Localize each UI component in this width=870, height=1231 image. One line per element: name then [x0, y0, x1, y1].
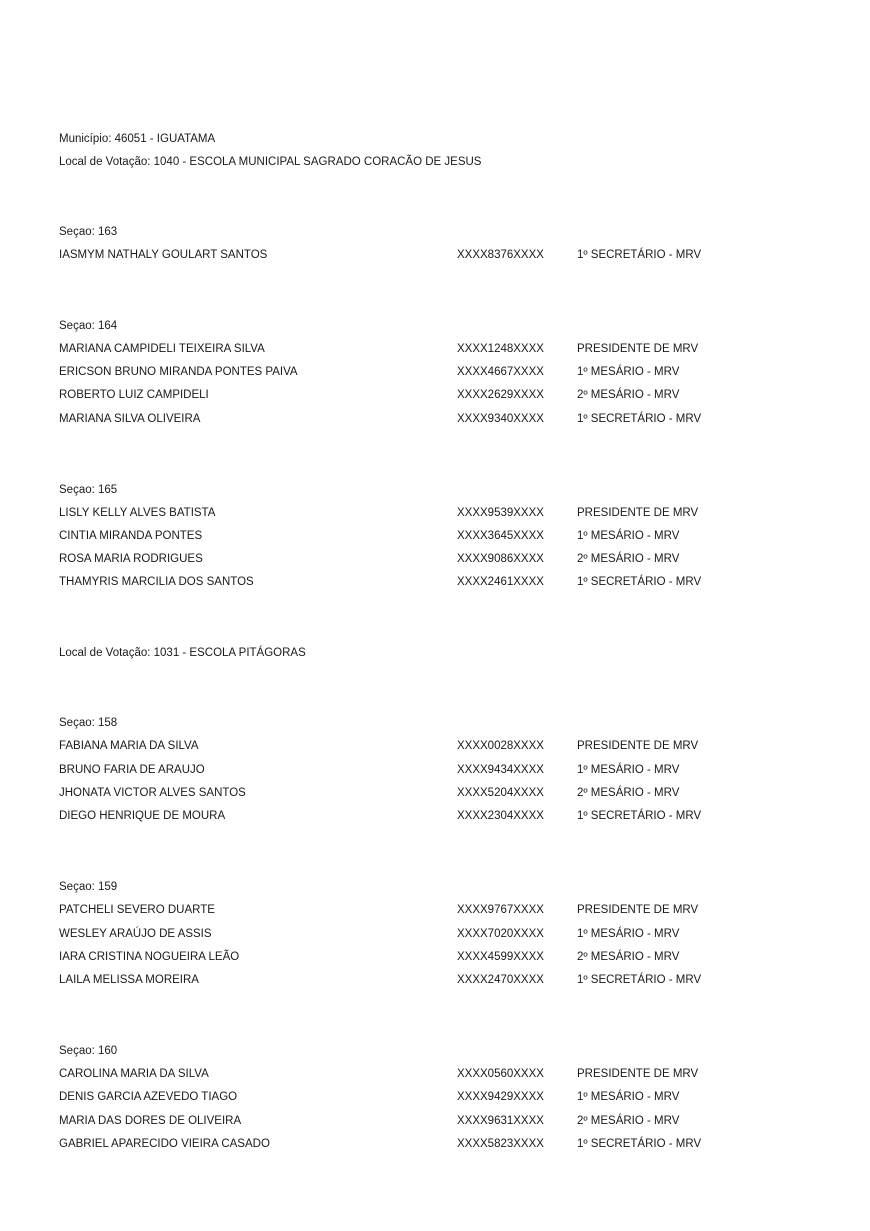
secao-heading: Seçao: 163 — [59, 226, 118, 238]
masked-document: XXXX9086XXXX — [457, 553, 544, 565]
table-row — [59, 738, 779, 754]
table-row — [59, 551, 779, 567]
municipio-heading: Município: 46051 - IGUATAMA — [59, 133, 216, 145]
masked-document: XXXX9434XXXX — [457, 764, 544, 776]
role-label: 2º MESÁRIO - MRV — [577, 787, 680, 799]
table-row — [59, 341, 779, 357]
masked-document: XXXX2461XXXX — [457, 576, 544, 588]
role-label: PRESIDENTE DE MRV — [577, 507, 699, 519]
person-name: BRUNO FARIA DE ARAUJO — [59, 764, 205, 776]
local-heading: Local de Votação: 1040 - ESCOLA MUNICIPAL SAGRADO CORACÃO DE JESUS — [59, 156, 482, 168]
person-name: THAMYRIS MARCILIA DOS SANTOS — [59, 576, 254, 588]
role-label: 1º MESÁRIO - MRV — [577, 764, 680, 776]
person-name: LAILA MELISSA MOREIRA — [59, 974, 199, 986]
secao-heading: Seçao: 160 — [59, 1045, 118, 1057]
masked-document: XXXX3645XXXX — [457, 530, 544, 542]
role-label: 1º SECRETÁRIO - MRV — [577, 576, 702, 588]
secao-heading: Seçao: 165 — [59, 484, 118, 496]
role-label: 1º MESÁRIO - MRV — [577, 530, 680, 542]
person-name: MARIA DAS DORES DE OLIVEIRA — [59, 1115, 242, 1127]
masked-document: XXXX0560XXXX — [457, 1068, 544, 1080]
person-name: ROBERTO LUIZ CAMPIDELI — [59, 389, 209, 401]
masked-document: XXXX2629XXXX — [457, 389, 544, 401]
masked-document: XXXX9631XXXX — [457, 1115, 544, 1127]
role-label: 1º SECRETÁRIO - MRV — [577, 249, 702, 261]
person-name: IARA CRISTINA NOGUEIRA LEÃO — [59, 951, 240, 963]
role-label: 2º MESÁRIO - MRV — [577, 389, 680, 401]
masked-document: XXXX8376XXXX — [457, 249, 544, 261]
table-row — [59, 387, 779, 403]
person-name: WESLEY ARAÚJO DE ASSIS — [59, 928, 212, 940]
role-label: PRESIDENTE DE MRV — [577, 740, 699, 752]
table-row — [59, 808, 779, 824]
masked-document: XXXX2304XXXX — [457, 810, 544, 822]
person-name: CINTIA MIRANDA PONTES — [59, 530, 203, 542]
person-name: IASMYM NATHALY GOULART SANTOS — [59, 249, 268, 261]
person-name: MARIANA CAMPIDELI TEIXEIRA SILVA — [59, 343, 265, 355]
masked-document: XXXX7020XXXX — [457, 928, 544, 940]
person-name: ROSA MARIA RODRIGUES — [59, 553, 203, 565]
role-label: 1º MESÁRIO - MRV — [577, 928, 680, 940]
table-row — [59, 247, 779, 263]
masked-document: XXXX4667XXXX — [457, 366, 544, 378]
table-row — [59, 1066, 779, 1082]
person-name: LISLY KELLY ALVES BATISTA — [59, 507, 216, 519]
table-row — [59, 364, 779, 380]
role-label: 2º MESÁRIO - MRV — [577, 951, 680, 963]
secao-heading: Seçao: 164 — [59, 320, 118, 332]
masked-document: XXXX5823XXXX — [457, 1138, 544, 1150]
table-row — [59, 949, 779, 965]
masked-document: XXXX4599XXXX — [457, 951, 544, 963]
table-row — [59, 902, 779, 918]
role-label: PRESIDENTE DE MRV — [577, 1068, 699, 1080]
table-row — [59, 1113, 779, 1129]
role-label: 1º SECRETÁRIO - MRV — [577, 1138, 702, 1150]
secao-heading: Seçao: 159 — [59, 881, 118, 893]
masked-document: XXXX2470XXXX — [457, 974, 544, 986]
role-label: 2º MESÁRIO - MRV — [577, 553, 680, 565]
table-row — [59, 926, 779, 942]
person-name: DENIS GARCIA AZEVEDO TIAGO — [59, 1091, 238, 1103]
role-label: 1º SECRETÁRIO - MRV — [577, 974, 702, 986]
person-name: PATCHELI SEVERO DUARTE — [59, 904, 215, 916]
table-row — [59, 1136, 779, 1152]
table-row — [59, 574, 779, 590]
table-row — [59, 972, 779, 988]
masked-document: XXXX9539XXXX — [457, 507, 544, 519]
person-name: CAROLINA MARIA DA SILVA — [59, 1068, 209, 1080]
table-row — [59, 1089, 779, 1105]
masked-document: XXXX0028XXXX — [457, 740, 544, 752]
table-row — [59, 785, 779, 801]
secao-heading: Seçao: 158 — [59, 717, 118, 729]
table-row — [59, 411, 779, 427]
person-name: DIEGO HENRIQUE DE MOURA — [59, 810, 226, 822]
role-label: PRESIDENTE DE MRV — [577, 343, 699, 355]
role-label: 1º MESÁRIO - MRV — [577, 1091, 680, 1103]
person-name: JHONATA VICTOR ALVES SANTOS — [59, 787, 246, 799]
role-label: 1º MESÁRIO - MRV — [577, 366, 680, 378]
table-row — [59, 762, 779, 778]
masked-document: XXXX9767XXXX — [457, 904, 544, 916]
role-label: 1º SECRETÁRIO - MRV — [577, 810, 702, 822]
person-name: MARIANA SILVA OLIVEIRA — [59, 413, 201, 425]
masked-document: XXXX5204XXXX — [457, 787, 544, 799]
role-label: 2º MESÁRIO - MRV — [577, 1115, 680, 1127]
table-row — [59, 505, 779, 521]
role-label: PRESIDENTE DE MRV — [577, 904, 699, 916]
masked-document: XXXX9340XXXX — [457, 413, 544, 425]
local-heading: Local de Votação: 1031 - ESCOLA PITÁGORAS — [59, 647, 306, 659]
masked-document: XXXX1248XXXX — [457, 343, 544, 355]
person-name: GABRIEL APARECIDO VIEIRA CASADO — [59, 1138, 270, 1150]
person-name: ERICSON BRUNO MIRANDA PONTES PAIVA — [59, 366, 298, 378]
person-name: FABIANA MARIA DA SILVA — [59, 740, 199, 752]
masked-document: XXXX9429XXXX — [457, 1091, 544, 1103]
table-row — [59, 528, 779, 544]
role-label: 1º SECRETÁRIO - MRV — [577, 413, 702, 425]
